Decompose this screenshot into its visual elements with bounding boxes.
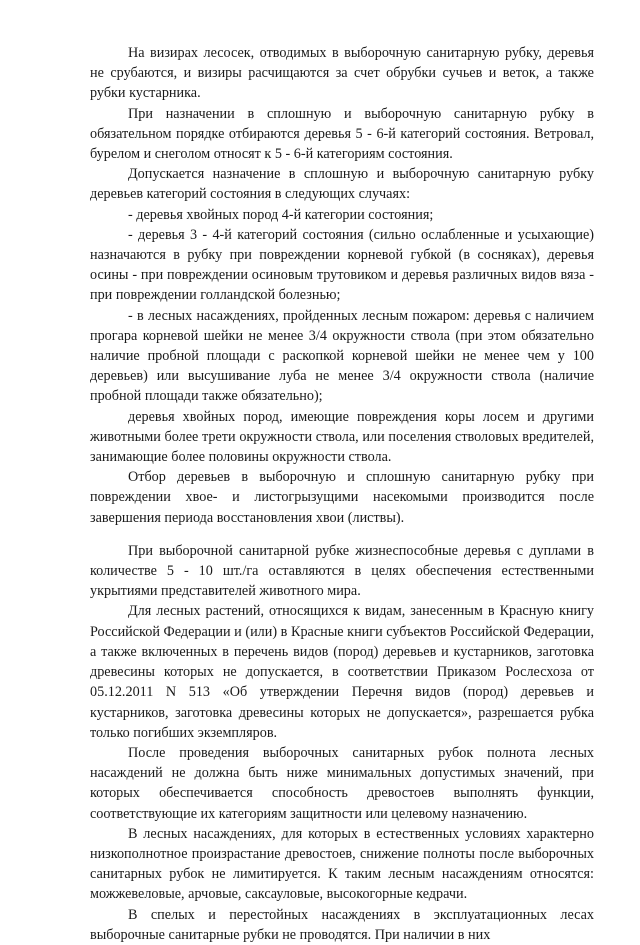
paragraph-4: Отбор деревьев в выборочную и сплошную санитарную рубку при повреждении хвое- и листогрызущими насекомыми производится после завершения периода восстановления хвои (листвы). [90, 469, 594, 526]
paragraph-1: На визирах лесосек, отводимых в выборочную санитарную рубку, деревья не срубаются, и визиры расчищаются за счет обрубки сучьев и веток, а также рубки кустарника. [90, 45, 594, 102]
list-item-1: - деревья хвойных пород 4-й категории состояния; [128, 206, 434, 223]
paragraph-2: При назначении в сплошную и выборочную санитарную рубку в обязательном порядке отбираются деревья 5 - 6-й категорий состояния. Ветровал, бурелом и снеголом относят к 5 - 6-й категориям состояния. [90, 105, 594, 163]
paragraph-7: После проведения выборочных санитарных рубок полнота лесных насаждений не должна быть ниже минимальных допустимых значений, при которых обеспечивается способность древостоев выполнять функции, соответствующие их категориям защитности или целевому назначению. [90, 744, 594, 822]
paragraph-6: Для лесных растений, относящихся к видам, занесенным в Красную книгу Российской Федерации и (или) в Красные книги субъектов Российской Федерации, а также включенных в перечень видов (пород) деревьев и кустарников, заготовка древесины которых не допускается, в соответствии Приказом Рослесхоза от 05.12.2011 N 513 «Об утверждении Перечня видов (пород) деревьев и кустарников, заготовка древесины которых не допускается», разрешается рубка только погибших экземпляров. [90, 603, 594, 741]
list-item-4: деревья хвойных пород, имеющие повреждения коры лосем и другими животными более трети окружности ствола, или поселения стволовых вредителей, занимающие более половины окружности ствола. [90, 408, 594, 466]
paragraph-3: Допускается назначение в сплошную и выборочную санитарную рубку деревьев категорий состояния в следующих случаях: [90, 166, 594, 203]
paragraph-8: В лесных насаждениях, для которых в естественных условиях характерно низкополнотное произрастание древостоев, снижение полноты после выборочных санитарных рубок не лимитируется. К таким лесным насаждениям относятся: можжевеловые, арчовые, саксауловые, высокогорные кедрачи. [90, 825, 594, 903]
list-item-2: - деревья 3 - 4-й категорий состояния (сильно ослабленные и усыхающие) назначаются в рубку при повреждении корневой губкой (в сосняках), деревья осины - при повреждении осиновым трутовиком и деревья различных видов вяза - при повреждении голландской болезнью; [90, 226, 594, 304]
paragraph-9: В спелых и перестойных насаждениях в эксплуатационных лесах выборочные санитарные рубки не проводятся. При наличии в них [90, 906, 594, 943]
list-item-3: - в лесных насаждениях, пройденных лесным пожаром: деревья с наличием прогара корневой шейки не менее 3/4 окружности ствола (при этом обязательно наличие пробной площади с раскопкой корневой шейки не менее чем у 100 деревьев) или высушивание луба не менее 3/4 окружности ствола (наличие пробной площади также обязательно); [90, 307, 594, 405]
paragraph-5: При выборочной санитарной рубке жизнеспособные деревья с дуплами в количестве 5 - 10 шт./га оставляются в целях обеспечения естественными укрытиями представителей животного мира. [90, 542, 594, 600]
